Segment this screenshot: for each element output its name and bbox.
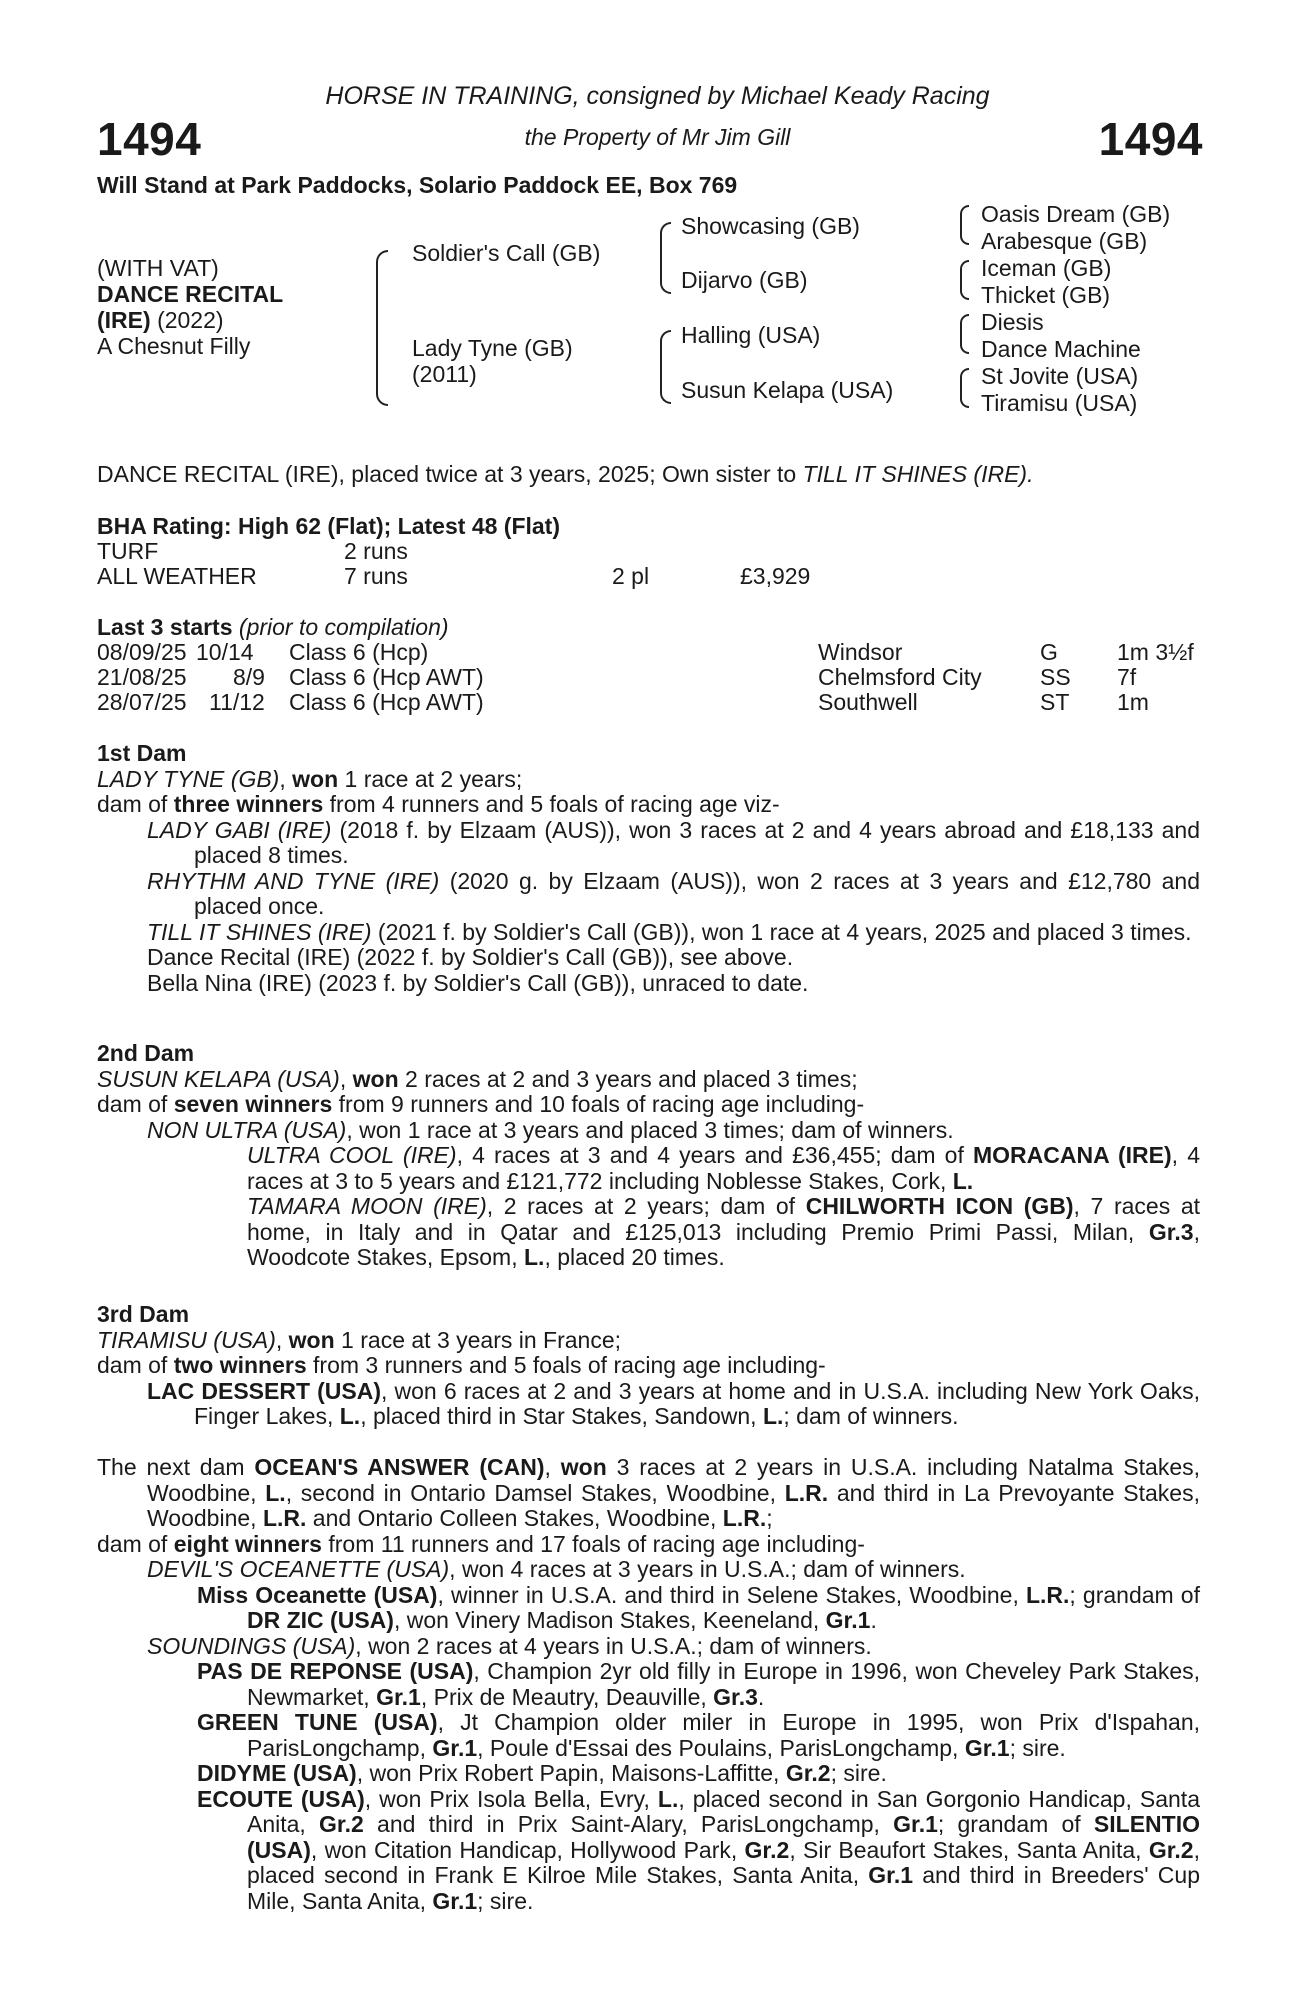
pedigree-sire-sire: Showcasing (GB) xyxy=(681,213,860,239)
produce-bella-nina: Bella Nina (IRE) (2023 f. by Soldier's Call (GB)), unraced to date. xyxy=(147,969,809,996)
first-dam-heading: 1st Dam xyxy=(97,740,187,766)
text: dam of xyxy=(97,1530,174,1557)
summary-line xyxy=(97,462,1033,488)
produce-text: , winner in U.S.A. and third in Selene Stakes, Woodbine, xyxy=(437,1581,1026,1608)
produce-text: ; grandam of xyxy=(1069,1581,1200,1608)
rating-turf-surface: TURF xyxy=(97,538,159,564)
pedigree-dam-year: (2011) xyxy=(412,361,477,387)
group-label: Gr.1 xyxy=(868,1862,914,1888)
third-dam-produce-summary xyxy=(97,1353,1200,1379)
text: The next dam xyxy=(97,1454,255,1480)
first-dam-produce-summary xyxy=(97,792,1200,818)
produce-text: , Prix de Meautry, Deauville, xyxy=(420,1683,714,1710)
group-label: Gr.3 xyxy=(713,1683,758,1710)
black-type-name: DIDYME (USA) xyxy=(197,1760,357,1786)
produce-text: , Jt Champion older miler in Europe in 1995, won Prix d'Ispahan, ParisLongchamp, xyxy=(247,1709,1200,1761)
first-dam-section xyxy=(97,741,1200,996)
text: , second in Ontario Damsel Stakes, Woodbine, xyxy=(285,1479,785,1506)
text: ; sire. xyxy=(1009,1734,1066,1761)
next-dam-record: The next dam OCEAN'S ANSWER (CAN), won 3 races at 2 years in U.S.A. including Natalma Stakes, Woodbine, L., second in Ontario Damsel Stakes, Woodbine, L.R. and third in La Prevoyante Stakes, Woodbine, L.R. and Ontario Colleen Stakes, Woodbine, L.R.; xyxy=(97,1454,1200,1531)
next-dam-section xyxy=(97,1455,1200,1914)
consignment-line: HORSE IN TRAINING, consigned by Michael Keady Racing xyxy=(325,82,990,110)
pedigree-brace-main xyxy=(376,250,388,406)
won-label: won xyxy=(560,1454,607,1480)
stand-line: Will Stand at Park Paddocks, Solario Paddock EE, Box 769 xyxy=(97,172,738,198)
group-label: Gr.1 xyxy=(432,1734,478,1761)
produce-name: TILL IT SHINES (IRE) xyxy=(147,918,372,945)
listed-restricted-label: L.R. xyxy=(1025,1581,1070,1608)
pedigree-g6: Dance Machine xyxy=(981,336,1141,362)
produce-text: , won Prix Robert Papin, Maisons-Laffitte, xyxy=(356,1760,786,1786)
black-type-name: CHILWORTH ICON (GB) xyxy=(805,1193,1074,1219)
text: and Ontario Colleen Stakes, Woodbine, xyxy=(306,1505,723,1531)
black-type-name: SILENTIO (USA) xyxy=(247,1811,1200,1863)
first-dam-name: LADY TYNE (GB) xyxy=(97,765,280,792)
produce-ecoute xyxy=(97,1787,1200,1915)
third-dam-record-text: 1 race at 3 years in France; xyxy=(334,1326,622,1353)
group-label: Gr.2 xyxy=(1148,1836,1194,1863)
produce-dance-recital: Dance Recital (IRE) (2022 f. by Soldier's Call (GB)), see above. xyxy=(147,944,794,970)
pedigree-dam-sire: Halling (USA) xyxy=(681,322,821,348)
lot-number-right: 1494 xyxy=(1098,113,1203,165)
produce-text: (2018 f. by Elzaam (AUS)), won 3 races at 2 and 4 years abroad and £18,133 and placed 8 times. xyxy=(194,816,1200,868)
pedigree-g1: Oasis Dream (GB) xyxy=(981,201,1171,227)
third-dam-name: TIRAMISU (USA) xyxy=(97,1326,276,1353)
text: 3 races at 2 years in U.S.A. including Natalma Stakes, Woodbine, xyxy=(147,1454,1200,1506)
produce-text: , won Prix Isola Bella, Evry, xyxy=(364,1785,658,1812)
listed-restricted-label: L.R. xyxy=(784,1479,829,1506)
winners-count: three winners xyxy=(173,791,324,817)
text: . xyxy=(870,1607,877,1633)
rating-aw-placed: 2 pl xyxy=(612,563,650,589)
listed-label: L. xyxy=(657,1785,679,1812)
third-dam-heading: 3rd Dam xyxy=(97,1301,190,1327)
start-class: Class 6 (Hcp AWT) xyxy=(289,689,484,715)
produce-text: , placed 20 times. xyxy=(544,1244,725,1270)
start-course: Chelmsford City xyxy=(818,664,982,690)
text: ; sire. xyxy=(477,1887,534,1914)
rating-aw-runs: 7 runs xyxy=(344,563,408,589)
second-dam-record-text: 2 races at 2 and 3 years and placed 3 times; xyxy=(398,1065,858,1092)
pedigree-sire-dam: Dijarvo (GB) xyxy=(681,267,808,293)
text: ; sire. xyxy=(830,1760,887,1786)
produce-devils-oceanette xyxy=(97,1557,1200,1583)
produce-text: and third in Prix Saint-Alary, ParisLongchamp, xyxy=(363,1811,894,1837)
produce-name: ULTRA COOL (IRE) xyxy=(247,1142,457,1168)
text: and third in La Prevoyante Stakes, Woodbine, xyxy=(147,1479,1200,1531)
text: dam of xyxy=(97,1091,174,1117)
text: dam of xyxy=(97,791,174,817)
pedigree-brace-sire xyxy=(660,222,671,294)
produce-didyme xyxy=(97,1761,1200,1787)
produce-text: , Woodcote Stakes, Epsom, xyxy=(247,1218,1200,1270)
start-going: G xyxy=(1040,639,1058,665)
text: from 3 runners and 5 foals of racing age including- xyxy=(306,1352,826,1378)
start-going: SS xyxy=(1040,664,1071,690)
start-date: 28/07/25 xyxy=(97,689,187,715)
produce-text: (2020 g. by Elzaam (AUS)), won 2 races at 3 years and £12,780 and placed once. xyxy=(194,867,1200,919)
produce-text: , won Citation Handicap, Hollywood Park, xyxy=(310,1836,745,1863)
start-distance: 1m xyxy=(1117,689,1149,715)
pedigree-g7: St Jovite (USA) xyxy=(981,363,1139,389)
second-dam-name: SUSUN KELAPA (USA) xyxy=(97,1065,340,1092)
group-label: Gr.2 xyxy=(785,1760,831,1786)
produce-green-tune xyxy=(97,1710,1200,1761)
start-course: Southwell xyxy=(818,689,918,715)
produce-name: TAMARA MOON (IRE) xyxy=(247,1193,487,1219)
last-starts-title: Last 3 starts xyxy=(97,614,233,640)
produce-text: , placed second in San Gorgonio Handicap, Santa Anita, xyxy=(247,1785,1200,1837)
group-label: Gr.2 xyxy=(744,1836,790,1863)
produce-text: , Champion 2yr old filly in Europe in 1996, won Cheveley Park Stakes, Newmarket, xyxy=(247,1658,1200,1710)
produce-text: , 4 races at 3 to 5 years and £121,772 including Noblesse Stakes, Cork, xyxy=(247,1142,1201,1194)
produce-name: RHYTHM AND TYNE (IRE) xyxy=(147,867,440,894)
produce-text: , 2 races at 2 years; dam of xyxy=(486,1193,806,1219)
won-label: won xyxy=(288,1326,335,1353)
start-class: Class 6 (Hcp AWT) xyxy=(289,664,484,690)
property-line: the Property of Mr Jim Gill xyxy=(524,124,791,150)
winners-count: seven winners xyxy=(173,1091,333,1117)
produce-text: ; dam of winners. xyxy=(783,1403,959,1429)
group-label: Gr.1 xyxy=(376,1683,421,1710)
won-label: won xyxy=(352,1065,399,1092)
produce-till-it-shines xyxy=(97,920,1200,946)
start-distance: 1m 3½f xyxy=(1117,639,1194,665)
produce-text: , won 2 races at 4 years in U.S.A.; dam of winners. xyxy=(355,1632,872,1659)
listed-label: L. xyxy=(762,1403,784,1429)
start-course: Windsor xyxy=(818,639,903,665)
horse-origin-year xyxy=(97,308,224,334)
horse-name: DANCE RECITAL xyxy=(97,281,284,307)
next-dam-name: OCEAN'S ANSWER (CAN) xyxy=(254,1454,545,1480)
start-position: 10/14 xyxy=(196,639,254,665)
second-dam-produce-summary xyxy=(97,1092,1200,1118)
produce-name: NON ULTRA (USA) xyxy=(147,1116,347,1143)
produce-text: , placed second in Frank E Kilroe Mile Stakes, Santa Anita, xyxy=(247,1836,1200,1888)
third-dam-record: TIRAMISU (USA), won 1 race at 3 years in France; xyxy=(97,1326,622,1353)
produce-text: , placed third in Star Stakes, Sandown, xyxy=(360,1403,763,1429)
pedigree-sire: Soldier's Call (GB) xyxy=(412,240,601,266)
pedigree-g2: Arabesque (GB) xyxy=(981,228,1148,254)
rating-turf-runs: 2 runs xyxy=(344,538,408,564)
summary-sibling: TILL IT SHINES (IRE). xyxy=(802,461,1034,487)
pedigree-g3: Iceman (GB) xyxy=(981,255,1112,281)
start-position: 8/9 xyxy=(233,664,265,690)
lot-number-left: 1494 xyxy=(97,113,202,165)
produce-miss-oceanette xyxy=(97,1583,1200,1634)
first-dam-record: LADY TYNE (GB), won 1 race at 2 years; xyxy=(97,765,523,792)
produce-text: , won 1 race at 3 years and placed 3 times; dam of winners. xyxy=(346,1116,954,1143)
text: from 9 runners and 10 foals of racing age including- xyxy=(332,1091,865,1117)
black-type-name: LAC DESSERT (USA) xyxy=(147,1377,382,1404)
group-label: Gr.1 xyxy=(432,1887,478,1914)
second-dam-record: SUSUN KELAPA (USA), won 2 races at 2 and 3 years and placed 3 times; xyxy=(97,1065,858,1092)
produce-text: (2021 f. by Soldier's Call (GB)), won 1 race at 4 years, 2025 and placed 3 times. xyxy=(371,918,1192,945)
start-distance: 7f xyxy=(1117,664,1137,690)
produce-lady-gabi xyxy=(97,818,1200,869)
second-dam-section xyxy=(97,1041,1200,1271)
produce-rhythm-and-tyne xyxy=(97,869,1200,920)
produce-text: ; grandam of xyxy=(937,1811,1094,1837)
produce-text: and third in Breeders' Cup Mile, Santa Anita, xyxy=(247,1862,1200,1914)
produce-text: , 4 races at 3 and 4 years and £36,455; dam of xyxy=(456,1142,973,1168)
produce-text: , won 6 races at 2 and 3 years at home and in U.S.A. including New York Oaks, Finger Lakes, xyxy=(194,1377,1201,1429)
group-label: Gr.3 xyxy=(1148,1218,1194,1245)
first-dam-record-text: 1 race at 2 years; xyxy=(338,765,523,792)
produce-text: , 7 races at home, in Italy and in Qatar and £125,013 including Premio Primi Passi, Milan, xyxy=(247,1193,1201,1245)
listed-restricted-label: L.R. xyxy=(722,1505,767,1531)
text: . xyxy=(757,1683,765,1710)
pedigree-dam: Lady Tyne (GB) xyxy=(412,335,573,361)
vat-label: (WITH VAT) xyxy=(97,255,219,281)
summary-text: DANCE RECITAL (IRE), placed twice at 3 years, 2025; Own sister to xyxy=(97,461,803,487)
text: from 11 runners and 17 foals of racing age including- xyxy=(321,1530,865,1557)
rating-aw-surface: ALL WEATHER xyxy=(97,563,257,589)
produce-name: LADY GABI (IRE) xyxy=(147,816,332,843)
black-type-name: Miss Oceanette (USA) xyxy=(197,1581,438,1608)
group-label: Gr.1 xyxy=(825,1607,871,1633)
produce-non-ultra xyxy=(97,1118,1200,1144)
pedigree-brace-g12 xyxy=(960,205,969,245)
rating-aw-prize: £3,929 xyxy=(740,563,811,589)
pedigree-brace-g56 xyxy=(960,314,969,354)
last-starts-note: (prior to compilation) xyxy=(238,614,449,640)
horse-origin: (IRE) xyxy=(97,307,151,333)
produce-name: DEVIL'S OCEANETTE (USA) xyxy=(147,1556,450,1582)
horse-description: A Chesnut Filly xyxy=(97,333,251,359)
listed-label: L. xyxy=(265,1479,286,1506)
produce-name: SOUNDINGS (USA) xyxy=(147,1632,356,1659)
winners-count: two winners xyxy=(173,1352,307,1378)
pedigree-dam-dam: Susun Kelapa (USA) xyxy=(681,377,894,403)
pedigree-brace-g78 xyxy=(960,368,969,408)
listed-restricted-label: L.R. xyxy=(262,1505,307,1531)
black-type-name: MORACANA (IRE) xyxy=(973,1142,1172,1168)
start-position: 11/12 xyxy=(209,689,265,715)
third-dam-section xyxy=(97,1302,1200,1430)
produce-lac-dessert xyxy=(97,1379,1200,1430)
black-type-name: ECOUTE (USA) xyxy=(197,1785,365,1812)
listed-label: L. xyxy=(524,1244,545,1270)
produce-soundings xyxy=(97,1634,1200,1660)
pedigree-g5: Diesis xyxy=(981,309,1044,335)
won-label: won xyxy=(292,765,339,792)
start-date: 21/08/25 xyxy=(97,664,187,690)
start-date: 08/09/25 xyxy=(97,639,187,665)
horse-year: (2022) xyxy=(157,307,224,333)
pedigree-g8: Tiramisu (USA) xyxy=(981,390,1138,416)
produce-tamara-moon xyxy=(97,1194,1200,1271)
pedigree-g4: Thicket (GB) xyxy=(981,282,1111,308)
produce-text: , Poule d'Essai des Poulains, ParisLongchamp, xyxy=(477,1734,965,1761)
black-type-name: GREEN TUNE (USA) xyxy=(197,1709,438,1735)
black-type-name: DR ZIC (USA) xyxy=(247,1607,394,1633)
produce-text: , Sir Beaufort Stakes, Santa Anita, xyxy=(789,1836,1149,1863)
pedigree-brace-dam xyxy=(660,330,671,404)
text: dam of xyxy=(97,1352,174,1378)
produce-ultra-cool xyxy=(97,1143,1200,1194)
black-type-name: PAS DE REPONSE (USA) xyxy=(197,1658,474,1684)
next-dam-produce-summary xyxy=(97,1532,1200,1558)
bha-rating-title: BHA Rating: High 62 (Flat); Latest 48 (Flat) xyxy=(97,513,560,539)
listed-label: L. xyxy=(339,1403,361,1429)
produce-text: , won 4 races at 3 years in U.S.A.; dam of winners. xyxy=(449,1556,966,1582)
pedigree-brace-g34 xyxy=(960,260,969,300)
listed-label: L. xyxy=(952,1167,974,1194)
produce-text: , won Vinery Madison Stakes, Keeneland, xyxy=(393,1607,826,1633)
winners-count: eight winners xyxy=(173,1530,322,1557)
group-label: Gr.2 xyxy=(319,1811,364,1837)
group-label: Gr.1 xyxy=(964,1734,1010,1761)
text: from 4 runners and 5 foals of racing age viz- xyxy=(323,791,780,817)
group-label: Gr.1 xyxy=(893,1811,938,1837)
second-dam-heading: 2nd Dam xyxy=(97,1040,195,1066)
last-starts-heading xyxy=(97,615,449,641)
text: ; xyxy=(766,1505,773,1531)
produce-pas-de-reponse xyxy=(97,1659,1200,1710)
start-class: Class 6 (Hcp) xyxy=(289,639,429,665)
start-going: ST xyxy=(1040,689,1070,715)
